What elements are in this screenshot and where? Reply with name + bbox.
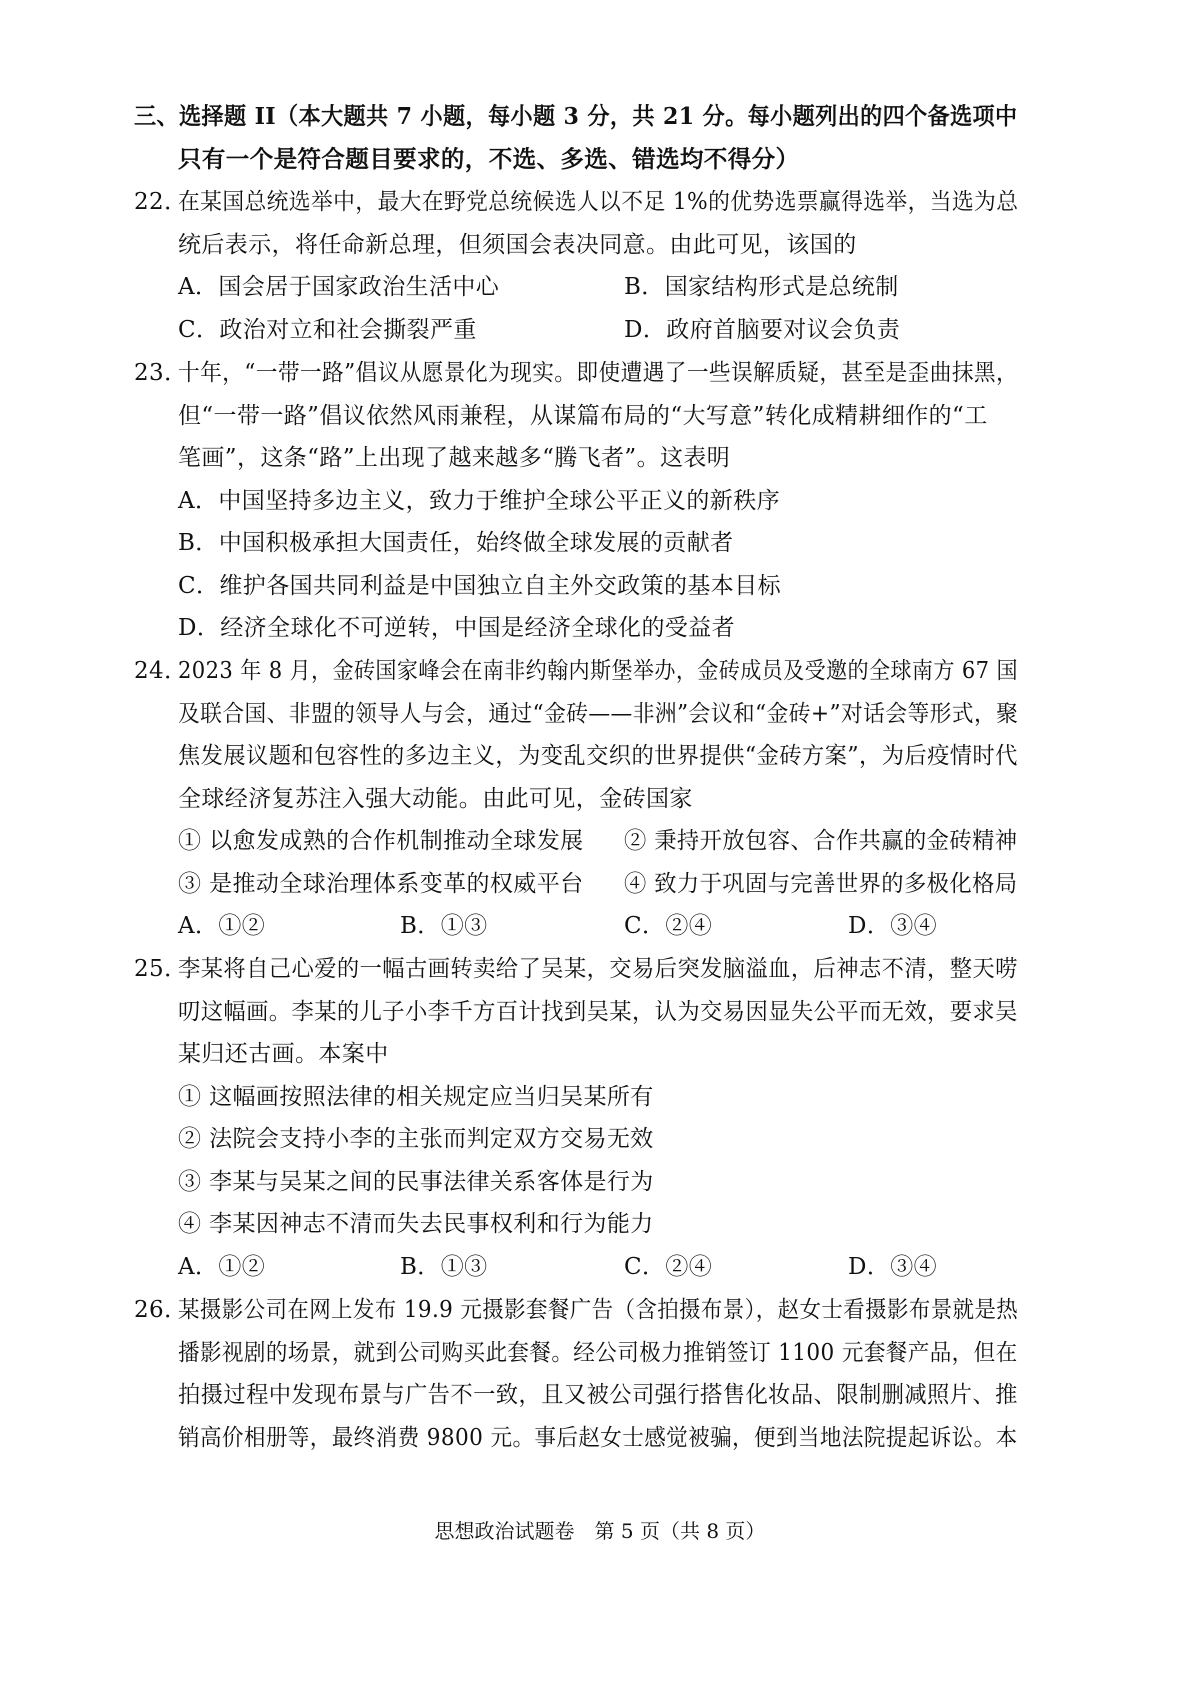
q25-statement-4: ④ 李某因神志不清而失去民事权利和行为能力: [178, 1211, 654, 1237]
q24-stem-line4: 全球经济复苏注入强大动能。由此可见，金砖国家: [178, 786, 693, 812]
q25-stem-line1: 李某将自己心爱的一幅古画转卖给了吴某，交易后突发脑溢血，后神志不清，整天唠: [178, 956, 1018, 982]
q23-stem-line1: 十年，“一带一路”倡议从愿景化为现实。即使遭遇了一些误解质疑，甚至是歪曲抹黑，: [178, 360, 1019, 386]
q25-option-b: B．①③: [400, 1254, 488, 1280]
q24-stem-line2: 及联合国、非盟的领导人与会，通过“金砖——非洲”会议和“金砖+”对话会等形式，聚: [178, 701, 1019, 727]
q26-stem-line4: 销高价相册等，最终消费 9800 元。事后赵女士感觉被骗，便到当地法院提起诉讼。本: [178, 1425, 1018, 1451]
q23-number: 23．: [134, 360, 188, 386]
q25-statement-2: ② 法院会支持小李的主张而判定双方交易无效: [178, 1126, 654, 1152]
q23-option-a: A．中国坚持多边主义，致力于维护全球公平正义的新秩序: [178, 488, 781, 514]
q24-stem-line1: 2023 年 8 月，金砖国家峰会在南非约翰内斯堡举办，金砖成员及受邀的全球南方 67 国: [178, 658, 1018, 684]
section-heading-line1: 三、选择题 II（本大题共 7 小题，每小题 3 分，共 21 分。每小题列出的四个备选项中: [134, 102, 1018, 130]
q26-number: 26．: [134, 1297, 188, 1323]
q25-number: 25．: [134, 956, 188, 982]
q25-statement-1: ① 这幅画按照法律的相关规定应当归吴某所有: [178, 1084, 654, 1110]
q25-statement-3: ③ 李某与吴某之间的民事法律关系客体是行为: [178, 1169, 654, 1195]
section-heading-line2: 只有一个是符合题目要求的，不选、多选、错选均不得分）: [178, 145, 800, 173]
q24-statement-1: ① 以愈发成熟的合作机制推动全球发展: [178, 828, 584, 854]
q24-statement-3: ③ 是推动全球治理体系变革的权威平台: [178, 871, 584, 897]
q25-option-c: C．②④: [624, 1254, 713, 1280]
q25-stem-line3: 某归还古画。本案中: [178, 1041, 389, 1067]
q23-stem-line3: 笔画”，这条“路”上出现了越来越多“腾飞者”。这表明: [178, 445, 731, 471]
q24-number: 24．: [134, 658, 188, 684]
q25-stem-line2: 叨这幅画。李某的儿子小李千方百计找到吴某，认为交易因显失公平而无效，要求吴: [178, 999, 1018, 1025]
q22-option-c: C．政治对立和社会撕裂严重: [178, 317, 477, 343]
q23-stem-line2: 但“一带一路”倡议依然风雨兼程，从谋篇布局的“大写意”转化成精耕细作的“工: [178, 403, 988, 429]
q24-statement-4: ④ 致力于巩固与完善世界的多极化格局: [624, 871, 1018, 897]
q26-stem-line2: 播影视剧的场景，就到公司购买此套餐。经公司极力推销签订 1100 元套餐产品，但在: [178, 1340, 1018, 1366]
q22-stem-line1: 在某国总统选举中，最大在野党总统候选人以不足 1%的优势选票赢得选举，当选为总: [178, 189, 1019, 215]
q23-option-d: D．经济全球化不可逆转，中国是经济全球化的受益者: [178, 615, 736, 641]
q25-option-d: D．③④: [848, 1254, 938, 1280]
q23-option-c: C．维护各国共同利益是中国独立自主外交政策的基本目标: [178, 573, 781, 599]
q23-option-b: B．中国积极承担大国责任，始终做全球发展的贡献者: [178, 530, 734, 556]
page-footer: 思想政治试题卷 第 5 页（共 8 页）: [434, 1519, 766, 1543]
q24-option-c: C．②④: [624, 913, 713, 939]
q24-option-b: B．①③: [400, 913, 488, 939]
q24-statement-2: ② 秉持开放包容、合作共赢的金砖精神: [624, 828, 1018, 854]
q22-number: 22．: [134, 189, 188, 215]
q24-option-a: A．①②: [178, 913, 266, 939]
q25-option-a: A．①②: [178, 1254, 266, 1280]
q22-option-d: D．政府首脑要对议会负责: [624, 317, 901, 343]
q22-option-b: B．国家结构形式是总统制: [624, 274, 899, 300]
q22-stem-line2: 统后表示，将任命新总理，但须国会表决同意。由此可见，该国的: [178, 232, 857, 258]
q24-stem-line3: 焦发展议题和包容性的多边主义，为变乱交织的世界提供“金砖方案”，为后疫情时代: [178, 743, 1018, 769]
q22-option-a: A．国会居于国家政治生活中心: [178, 274, 500, 300]
q26-stem-line1: 某摄影公司在网上发布 19.9 元摄影套餐广告（含拍摄布景），赵女士看摄影布景就是热: [178, 1297, 1019, 1323]
q24-option-d: D．③④: [848, 913, 938, 939]
q26-stem-line3: 拍摄过程中发现布景与广告不一致，且又被公司强行搭售化妆品、限制删减照片、推: [178, 1382, 1018, 1408]
